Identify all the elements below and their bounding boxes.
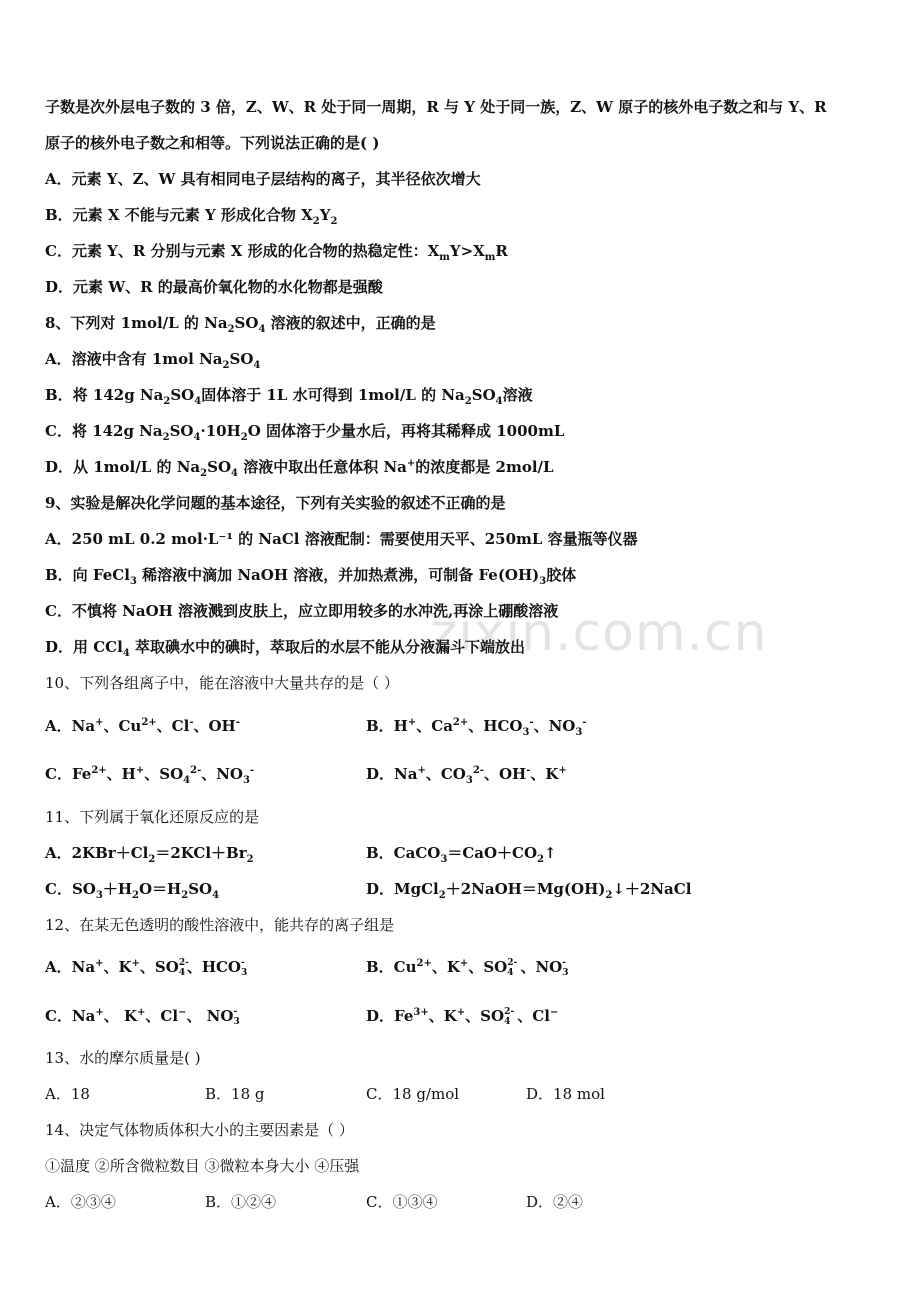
watermark: zixin.com.cn: [430, 603, 768, 663]
q10-option-c: C．$Fe^{2+}$、H+、$SO_4^{2-}$、$NO_3^-$: [45, 765, 255, 786]
q13-option-d: D．18 mol: [526, 1085, 605, 1103]
q7-option-b: B．元素 X 不能与元素 Y 形成化合物 $X_2Y_2$: [45, 206, 338, 227]
q11-option-d: D．$MgCl_2+2NaOH=Mg(OH)_2↓+2NaCl$: [366, 880, 692, 901]
q14-stem: 14、决定气体物质体积大小的主要因素是（ ）: [45, 1121, 354, 1139]
q8-stem: 8、下列对 1mol/L 的 $Na_2SO_4$ 溶液的叙述中，正确的是: [45, 314, 436, 335]
q9-stem: 9、实验是解决化学问题的基本途径，下列有关实验的叙述不正确的是: [45, 494, 506, 512]
q10-option-b: B．H+、$Ca^{2+}$、$HCO_3^-$、$NO_3^-$: [366, 717, 587, 738]
q12-option-a: A．Na+、K+、SO 2- 4 、HCO - 3: [45, 958, 248, 978]
q8-option-c: C．将 142g $Na_2SO_4\cdot 10H_2O$ 固体溶于少量水后，再将其稀释成 1000mL: [45, 422, 565, 443]
q8-option-d: D．从 1mol/L 的 $Na_2SO_4$ 溶液中取出任意体积 Na+的浓度都是 2mol/L: [45, 458, 554, 479]
q12-option-c: C．Na+、 K+、Cl−、 NO - 3: [45, 1007, 240, 1027]
q12-option-d: D．$Fe^{3+}$、K+、SO 2- 4 、Cl−: [366, 1007, 559, 1027]
q8-option-b: B．将 142g $Na_2SO_4$固体溶于 1L 水可得到 1mol/L 的 $Na_2SO_4$溶液: [45, 386, 533, 407]
q9-option-a: A．250 mL 0.2 mol·L⁻¹ 的 NaCl 溶液配制：需要使用天平、250mL 容量瓶等仪器: [45, 530, 638, 548]
q14-option-d: D．②④: [526, 1193, 584, 1211]
q7-option-c: C．元素 Y、R 分别与元素 X 形成的化合物的热稳定性：$X_mY>X_mR$: [45, 242, 508, 263]
q14-option-a: A．②③④: [45, 1193, 116, 1211]
q9-option-c: C．不慎将 NaOH 溶液溅到皮肤上，应立即用较多的水冲洗,再涂上硼酸溶液: [45, 602, 559, 620]
q10-option-d: D．Na+、$CO_3^{2-}$、OH-、K+: [366, 765, 567, 786]
q13-option-b: B．18 g: [205, 1085, 265, 1103]
q12-option-b: B．$Cu^{2+}$、K+、SO 2- 4 、NO - 3: [366, 958, 569, 978]
q10-option-a: A．Na+、$Cu^{2+}$、Cl-、OH-: [45, 717, 240, 735]
q11-option-b: B．$CaCO_3=CaO+CO_2↑$: [366, 844, 557, 865]
q14-option-b: B．①②④: [205, 1193, 277, 1211]
q13-option-a: A．18: [45, 1085, 90, 1103]
q8-option-a: A．溶液中含有 1mol $Na_2SO_4$: [45, 350, 261, 371]
q11-option-c: C．$SO_3+H_2O=H_2SO_4$: [45, 880, 220, 901]
q7-option-d: D．元素 W、R 的最高价氧化物的水化物都是强酸: [45, 278, 383, 296]
q14-factors: ①温度 ②所含微粒数目 ③微粒本身大小 ④压强: [45, 1157, 360, 1175]
q13-stem: 13、水的摩尔质量是( ): [45, 1049, 201, 1067]
q10-stem: 10、下列各组离子中，能在溶液中大量共存的是（ ）: [45, 674, 399, 692]
q7-line1: 子数是次外层电子数的 3 倍，Z、W、R 处于同一周期，R 与 Y 处于同一族，Z、W 原子的核外电子数之和与 Y、R: [45, 98, 827, 116]
q13-option-c: C．18 g/mol: [366, 1085, 460, 1103]
q11-option-a: A．$2KBr+Cl_2=2KCl+Br_2$: [45, 844, 254, 865]
q14-option-c: C．①③④: [366, 1193, 438, 1211]
q7-line2: 原子的核外电子数之和相等。下列说法正确的是( ): [45, 134, 380, 152]
q7-option-a: A．元素 Y、Z、W 具有相同电子层结构的离子，其半径依次增大: [45, 170, 481, 188]
q9-option-b: B．向 FeCl$_3$ 稀溶液中滴加 NaOH 溶液，并加热煮沸，可制备 $Fe(OH)_3$胶体: [45, 566, 577, 587]
q12-stem: 12、在某无色透明的酸性溶液中，能共存的离子组是: [45, 916, 395, 934]
q9-option-d: D．用 CCl$_4$ 萃取碘水中的碘时，萃取后的水层不能从分液漏斗下端放出: [45, 638, 526, 659]
q11-stem: 11、下列属于氧化还原反应的是: [45, 808, 260, 826]
